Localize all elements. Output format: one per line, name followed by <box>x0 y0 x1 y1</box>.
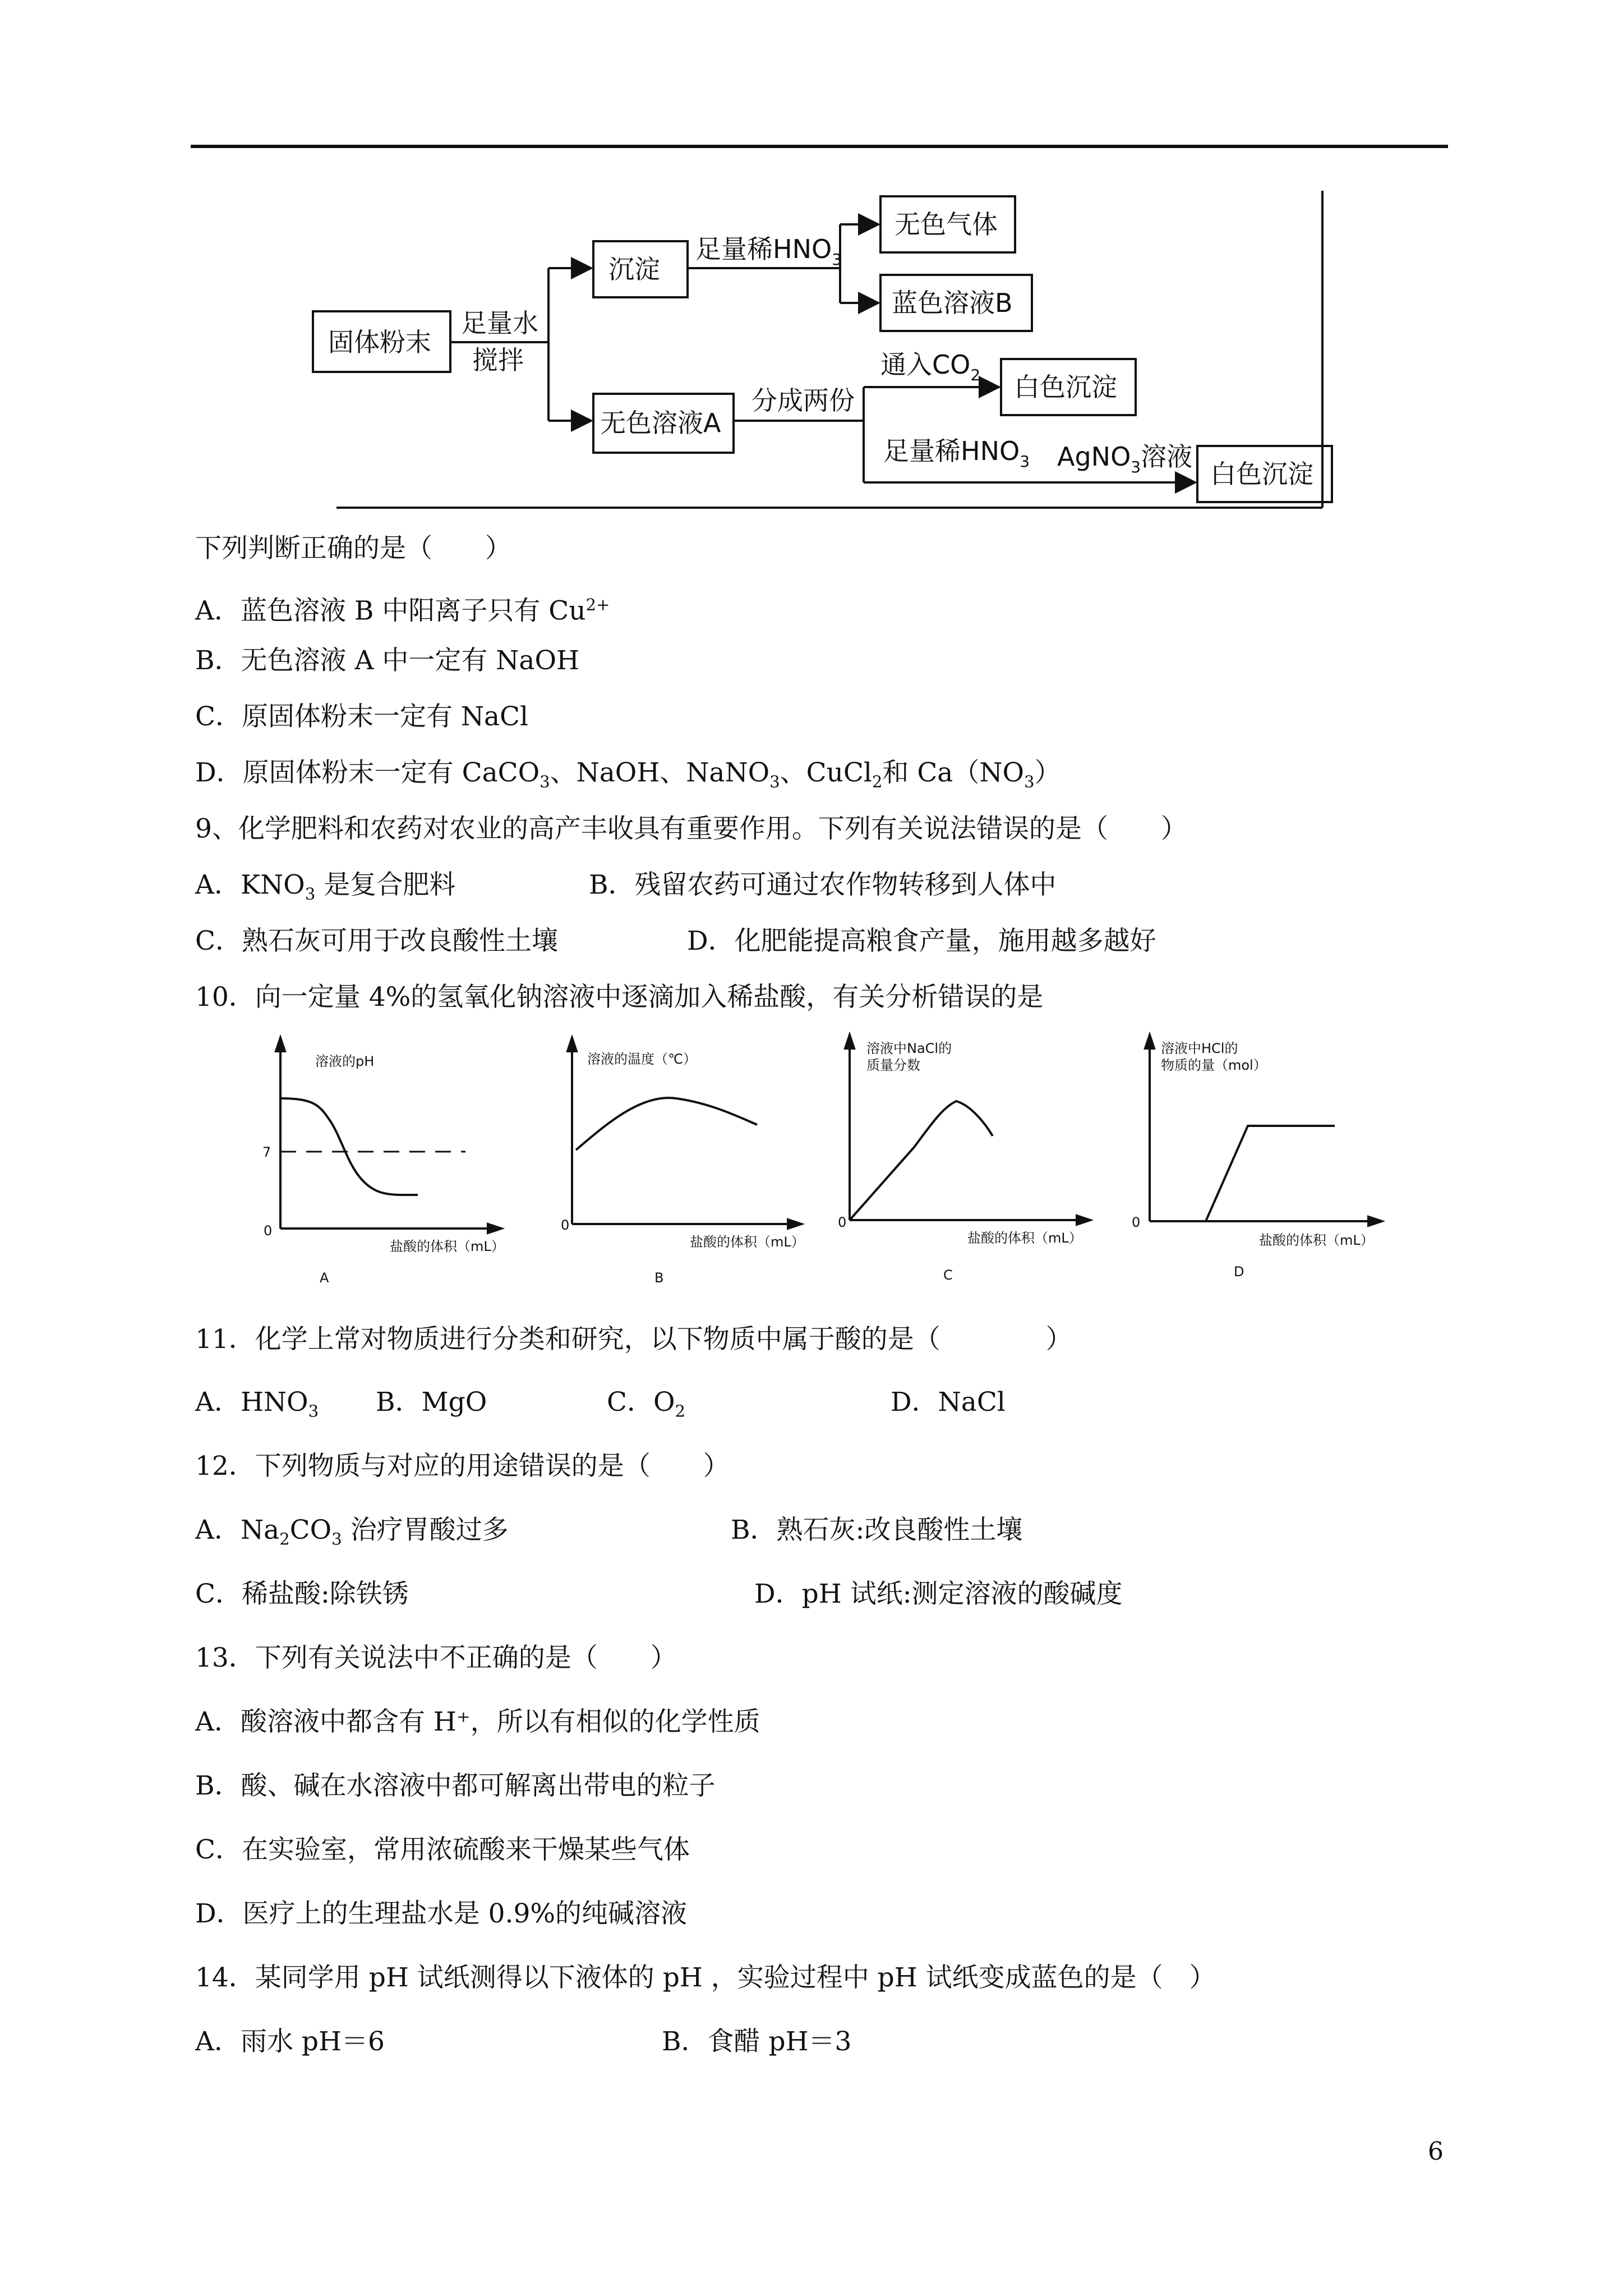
graph-b-ylabel: 溶液的温度（℃） <box>587 1051 697 1067</box>
label-split: 分成两份 <box>751 385 855 416</box>
label-white1: 白色沉淀 <box>1014 372 1117 402</box>
label-solid: 固体粉末 <box>328 327 431 357</box>
graph-a-origin: 0 <box>264 1223 273 1239</box>
graph-d-ylabel-1: 溶液中HCl的 <box>1161 1041 1238 1056</box>
q11-option-c: C．$O_2$ <box>607 1387 686 1421</box>
q9-option-a: A．$KNO_3$ 是复合肥料 <box>195 869 456 904</box>
label-precip: 沉淀 <box>608 254 660 284</box>
q10-stem: 10．向一定量 4%的氢氧化钠溶液中逐滴加入稀盐酸，有关分析错误的是 <box>195 982 1044 1013</box>
graph-a-xlabel: 盐酸的体积（mL） <box>390 1239 505 1254</box>
q9-option-d: D．化肥能提高粮食产量，施用越多越好 <box>687 926 1156 956</box>
graph-c-origin: 0 <box>838 1214 847 1230</box>
graph-d <box>1122 1029 1413 1287</box>
q8-stem: 下列判断正确的是（ ） <box>195 533 511 564</box>
q13-option-b: B．酸、碱在水溶液中都可解离出带电的粒子 <box>195 1770 716 1801</box>
q11-option-b: B．MgO <box>376 1387 487 1418</box>
graph-c-ylabel-2: 质量分数 <box>866 1057 920 1073</box>
graph-c <box>830 1029 1122 1287</box>
q11-option-a: A．$HNO_3$ <box>195 1387 319 1421</box>
graph-a-ylabel: 溶液的pH <box>315 1053 375 1069</box>
q8-option-a: A．蓝色溶液 B 中阳离子只有 $Cu^{2+}$ <box>195 595 610 627</box>
graph-d-xlabel: 盐酸的体积（mL） <box>1259 1232 1374 1248</box>
q13-option-d: D．医疗上的生理盐水是 0.9%的纯碱溶液 <box>195 1898 688 1929</box>
graph-c-letter: C <box>943 1267 953 1283</box>
label-blue: 蓝色溶液B <box>892 288 1013 318</box>
graph-c-xlabel: 盐酸的体积（mL） <box>967 1230 1082 1246</box>
q9-option-b: B．残留农药可通过农作物转移到人体中 <box>589 869 1057 900</box>
label-hno3-top: 足量稀$HNO_3$ <box>695 234 842 269</box>
graph-d-ylabel-2: 物质的量（mol） <box>1161 1057 1267 1073</box>
graph-d-origin: 0 <box>1132 1214 1141 1230</box>
q12-option-a: A．$Na_2CO_3$ 治疗胃酸过多 <box>195 1515 509 1549</box>
label-agno3: AgNO$_3$溶液 <box>1057 441 1193 476</box>
q14-option-a: A．雨水 pH＝6 <box>195 2026 385 2057</box>
graph-b-xlabel: 盐酸的体积（mL） <box>690 1234 805 1250</box>
label-co2: 通入$CO_2$ <box>880 349 981 384</box>
graph-a-letter: A <box>320 1270 329 1286</box>
flow-diagram <box>303 185 1346 522</box>
label-gas: 无色气体 <box>895 209 998 240</box>
q12-stem: 12．下列物质与对应的用途错误的是（ ） <box>195 1451 730 1481</box>
q8-option-b: B．无色溶液 A 中一定有 NaOH <box>195 645 579 676</box>
q9-option-c: C．熟石灰可用于改良酸性土壤 <box>195 926 558 956</box>
graph-a-tick-7: 7 <box>262 1144 271 1160</box>
label-stir: 搅拌 <box>472 345 524 375</box>
q12-option-c: C．稀盐酸:除铁锈 <box>195 1579 409 1609</box>
graph-d-letter: D <box>1234 1264 1244 1280</box>
label-water: 足量水 <box>461 308 538 338</box>
graph-b <box>541 1032 833 1290</box>
graph-c-ylabel-1: 溶液中NaCl的 <box>866 1041 952 1056</box>
q13-stem: 13．下列有关说法中不正确的是（ ） <box>195 1642 677 1673</box>
graph-b-origin: 0 <box>561 1217 570 1233</box>
graph-a <box>252 1032 522 1290</box>
q11-option-d: D．NaCl <box>891 1387 1006 1418</box>
q8-option-d: D．原固体粉末一定有 CaCO$_3$、NaOH、NaNO$_3$、CuCl$_2$和 $Ca(NO_3)$ <box>195 757 1061 792</box>
header-rule <box>191 145 1448 148</box>
q8-option-c: C．原固体粉末一定有 NaCl <box>195 701 529 732</box>
page-number: 6 <box>1428 2137 1444 2166</box>
q14-stem: 14．某同学用 pH 试纸测得以下液体的 pH ，实验过程中 pH 试纸变成蓝色的是（ ） <box>195 1962 1216 1993</box>
q13-option-c: C．在实验室，常用浓硫酸来干燥某些气体 <box>195 1834 690 1865</box>
label-hno3-bottom: 足量稀$HNO_3$ <box>883 436 1030 471</box>
q14-option-b: B．食醋 pH＝3 <box>662 2026 852 2057</box>
q12-option-d: D．pH 试纸:测定溶液的酸碱度 <box>754 1579 1123 1609</box>
label-white2: 白色沉淀 <box>1210 459 1313 489</box>
q13-option-a: A．酸溶液中都含有 H⁺，所以有相似的化学性质 <box>195 1706 760 1737</box>
graph-b-letter: B <box>654 1270 664 1286</box>
q11-stem: 11．化学上常对物质进行分类和研究，以下物质中属于酸的是（ ） <box>195 1324 1072 1355</box>
label-colorless-a: 无色溶液A <box>600 408 721 438</box>
q12-option-b: B．熟石灰:改良酸性土壤 <box>731 1515 1023 1545</box>
q9-stem: 9、化学肥料和农药对农业的高产丰收具有重要作用。下列有关说法错误的是（ ） <box>195 813 1187 844</box>
